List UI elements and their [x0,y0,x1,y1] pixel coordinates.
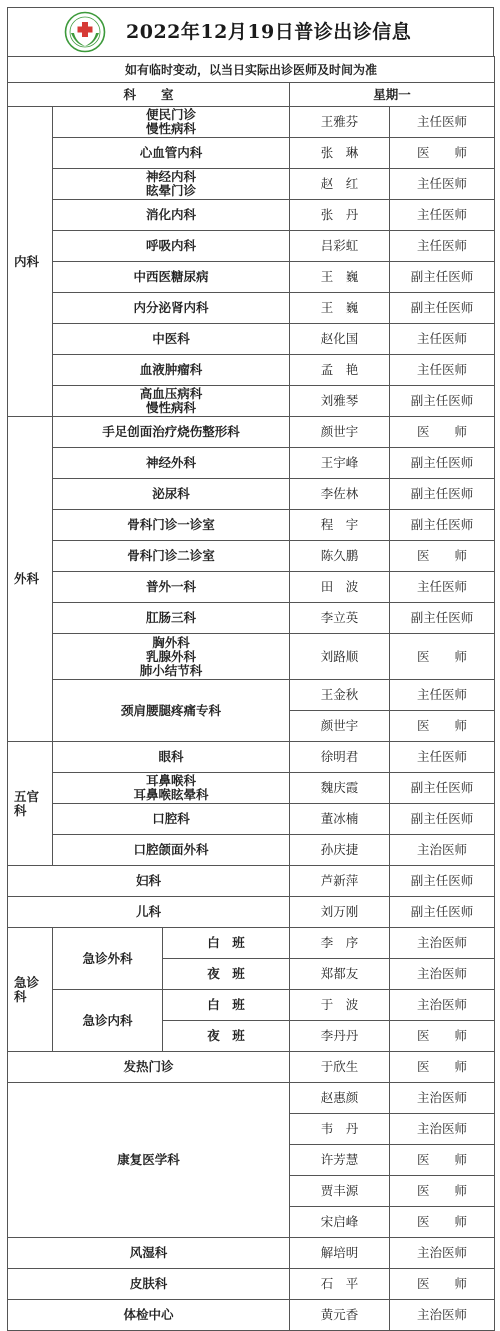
doctor-title: 副主任医师 [390,773,495,804]
dept-name: 口腔科 [53,804,290,835]
doctor-title: 医 师 [390,1269,495,1300]
dept-name: 血液肿瘤科 [53,355,290,386]
dept-name: 体检中心 [8,1300,290,1331]
doctor-title: 主治医师 [390,990,495,1021]
doctor-name: 刘雅琴 [290,386,390,417]
table-row [8,355,495,386]
dept-name: 心血管内科 [53,138,290,169]
doctor-name: 徐明君 [290,742,390,773]
table-row [8,386,495,417]
doctor-title: 副主任医师 [390,866,495,897]
group-label: 五官科 [8,742,53,866]
doctor-name: 程 宇 [290,510,390,541]
table-row [8,510,495,541]
doctor-title: 主任医师 [390,107,495,138]
doctor-name: 刘万刚 [290,897,390,928]
doctor-name: 王 巍 [290,293,390,324]
table-row [8,1300,495,1331]
doctor-name: 赵化国 [290,324,390,355]
doctor-title: 医 师 [390,1176,495,1207]
doctor-title: 主治医师 [390,1083,495,1114]
doctor-name: 颜世宇 [290,417,390,448]
doctor-name: 陈久鹏 [290,541,390,572]
table-row [8,1269,495,1300]
column-header-dept: 科 室 [8,83,290,107]
dept-name: 发热门诊 [8,1052,290,1083]
doctor-name: 于欣生 [290,1052,390,1083]
doctor-title: 副主任医师 [390,804,495,835]
dept-name: 神经外科 [53,448,290,479]
dept-name: 风湿科 [8,1238,290,1269]
doctor-name: 于 波 [290,990,390,1021]
doctor-title: 医 师 [390,417,495,448]
table-row [8,107,495,138]
doctor-title: 主任医师 [390,200,495,231]
table-row [8,572,495,603]
doctor-name: 魏庆霞 [290,773,390,804]
table-row [8,680,495,711]
subgroup-label: 急诊外科 [53,928,163,990]
doctor-title: 副主任医师 [390,293,495,324]
doctor-title: 主治医师 [390,1114,495,1145]
table-row [8,1238,495,1269]
doctor-title: 医 师 [390,1052,495,1083]
doctor-name: 贾丰源 [290,1176,390,1207]
shift-label: 白 班 [163,928,290,959]
schedule-sheet [7,7,494,1331]
doctor-name: 张 丹 [290,200,390,231]
table-row [8,742,495,773]
dept-name: 内分泌肾内科 [53,293,290,324]
table-row [8,262,495,293]
doctor-title: 医 师 [390,711,495,742]
table-row [8,169,495,200]
doctor-name: 王 巍 [290,262,390,293]
table-row [8,804,495,835]
doctor-name: 宋启峰 [290,1207,390,1238]
dept-name: 便民门诊 慢性病科 [53,107,290,138]
doctor-title: 副主任医师 [390,897,495,928]
dept-name: 皮肤科 [8,1269,290,1300]
dept-name: 泌尿科 [53,479,290,510]
group-label: 外科 [8,417,53,742]
doctor-name: 赵惠颜 [290,1083,390,1114]
subgroup-label: 急诊内科 [53,990,163,1052]
doctor-title: 医 师 [390,634,495,680]
table-row [8,866,495,897]
doctor-name: 王雅芬 [290,107,390,138]
dept-name: 骨科门诊一诊室 [53,510,290,541]
schedule-header [7,7,494,56]
doctor-name: 王宇峰 [290,448,390,479]
table-row [8,897,495,928]
doctor-name: 赵 红 [290,169,390,200]
doctor-name: 孟 艳 [290,355,390,386]
dept-name: 中医科 [53,324,290,355]
doctor-title: 主任医师 [390,742,495,773]
doctor-title: 医 师 [390,1207,495,1238]
doctor-title: 主治医师 [390,1238,495,1269]
doctor-title: 主任医师 [390,355,495,386]
doctor-title: 副主任医师 [390,479,495,510]
doctor-title: 主任医师 [390,169,495,200]
dept-name: 呼吸内科 [53,231,290,262]
dept-name: 眼科 [53,742,290,773]
doctor-name: 田 波 [290,572,390,603]
dept-name: 儿科 [8,897,290,928]
doctor-title: 副主任医师 [390,448,495,479]
dept-name: 口腔颌面外科 [53,835,290,866]
table-row [8,138,495,169]
doctor-name: 芦新萍 [290,866,390,897]
schedule-table [7,56,495,1331]
doctor-title: 副主任医师 [390,603,495,634]
doctor-name: 孙庆捷 [290,835,390,866]
doctor-title: 副主任医师 [390,386,495,417]
group-label: 内科 [8,107,53,417]
shift-label: 夜 班 [163,1021,290,1052]
doctor-name: 韦 丹 [290,1114,390,1145]
table-row [8,448,495,479]
doctor-title: 主治医师 [390,1300,495,1331]
doctor-title: 主治医师 [390,959,495,990]
doctor-title: 主任医师 [390,324,495,355]
dept-name: 耳鼻喉科 耳鼻喉眩晕科 [53,773,290,804]
table-row [8,634,495,680]
dept-name: 消化内科 [53,200,290,231]
doctor-title: 主治医师 [390,835,495,866]
table-row [8,773,495,804]
table-row [8,835,495,866]
table-row [8,603,495,634]
doctor-title: 副主任医师 [390,262,495,293]
table-row [8,417,495,448]
table-row [8,479,495,510]
doctor-title: 医 师 [390,1145,495,1176]
doctor-name: 吕彩虹 [290,231,390,262]
shift-label: 夜 班 [163,959,290,990]
doctor-name: 李 序 [290,928,390,959]
notice-text: 如有临时变动，以当日实际出诊医师及时间为准 [8,57,495,83]
doctor-name: 李立英 [290,603,390,634]
doctor-name: 刘路顺 [290,634,390,680]
doctor-title: 主任医师 [390,680,495,711]
table-row [8,990,495,1021]
dept-name: 手足创面治疗烧伤整形科 [53,417,290,448]
table-row [8,541,495,572]
doctor-title: 医 师 [390,1021,495,1052]
doctor-name: 黄元香 [290,1300,390,1331]
doctor-title: 副主任医师 [390,510,495,541]
dept-name: 普外一科 [53,572,290,603]
dept-name: 胸外科 乳腺外科 肺小结节科 [53,634,290,680]
table-row [8,1052,495,1083]
doctor-name: 李丹丹 [290,1021,390,1052]
doctor-title: 主任医师 [390,572,495,603]
page-title: 2022年12月19日普诊出诊信息 [126,21,412,43]
doctor-name: 张 琳 [290,138,390,169]
doctor-name: 郑都友 [290,959,390,990]
doctor-title: 主任医师 [390,231,495,262]
dept-name: 中西医糖尿病 [53,262,290,293]
hospital-logo-icon [64,11,106,53]
doctor-title: 医 师 [390,138,495,169]
doctor-title: 医 师 [390,541,495,572]
doctor-name: 解培明 [290,1238,390,1269]
table-row [8,324,495,355]
dept-name: 高血压病科 慢性病科 [53,386,290,417]
table-row [8,1083,495,1114]
dept-name: 神经内科 眩晕门诊 [53,169,290,200]
dept-name: 骨科门诊二诊室 [53,541,290,572]
dept-name: 康复医学科 [8,1083,290,1238]
column-header-day: 星期一 [290,83,495,107]
shift-label: 白 班 [163,990,290,1021]
doctor-name: 石 平 [290,1269,390,1300]
table-row [8,293,495,324]
dept-name: 妇科 [8,866,290,897]
table-row [8,928,495,959]
doctor-name: 许芳慧 [290,1145,390,1176]
doctor-name: 王金秋 [290,680,390,711]
table-row [8,200,495,231]
doctor-name: 董冰楠 [290,804,390,835]
table-row [8,231,495,262]
group-label: 急诊科 [8,928,53,1052]
doctor-name: 颜世宇 [290,711,390,742]
doctor-name: 李佐林 [290,479,390,510]
doctor-title: 主治医师 [390,928,495,959]
dept-name: 肛肠三科 [53,603,290,634]
dept-name: 颈肩腰腿疼痛专科 [53,680,290,742]
